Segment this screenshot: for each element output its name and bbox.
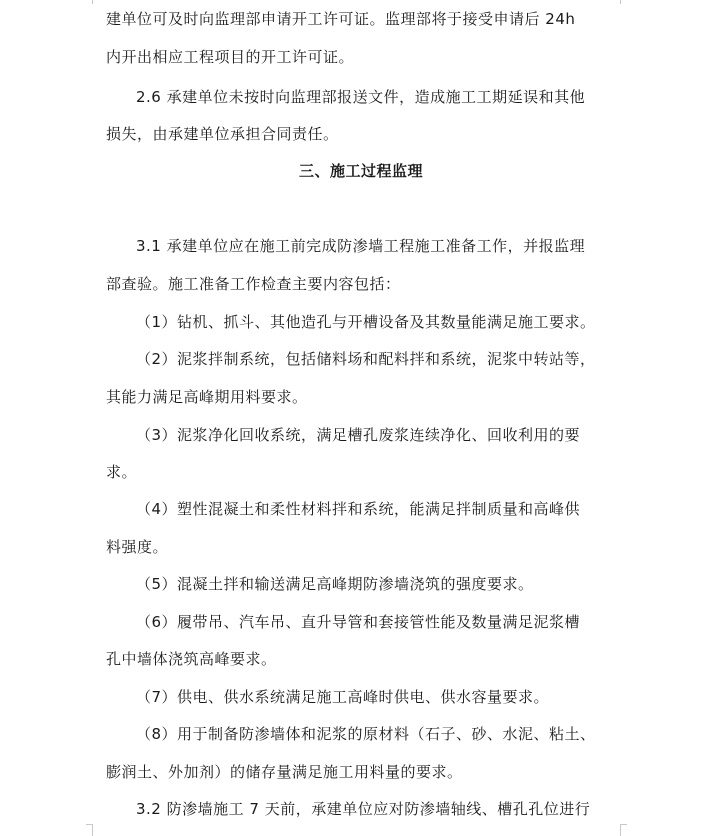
paragraph-line: 部查验。施工准备工作检查主要内容包括：	[106, 275, 401, 293]
paragraph-line: 其能力满足高峰期用料要求。	[106, 388, 308, 406]
paragraph-line: 膨润土、外加剂）的储存量满足施工用料量的要求。	[106, 763, 463, 781]
paragraph-line: 3.1 承建单位应在施工前完成防渗墙工程施工准备工作，并报监理	[136, 237, 586, 255]
page-corner-mark	[86, 0, 93, 4]
list-item: （4）塑性混凝土和柔性材料拌和系统，能满足拌制质量和高峰供	[136, 500, 581, 518]
list-item: （3）泥浆净化回收系统，满足槽孔废浆连续净化、回收利用的要	[136, 426, 581, 444]
paragraph-line: 孔中墙体浇筑高峰要求。	[106, 650, 277, 668]
paragraph-line: 损失，由承建单位承担合同责任。	[106, 125, 339, 143]
page-corner-mark	[620, 824, 627, 836]
paragraph-line: 2.6 承建单位未按时向监理部报送文件，造成施工工期延误和其他	[136, 88, 586, 106]
list-item: （1）钻机、抓斗、其他造孔与开槽设备及其数量能满足施工要求。	[136, 313, 596, 331]
list-item: （5）混凝土拌和输送满足高峰期防渗墙浇筑的强度要求。	[136, 575, 534, 593]
list-item: （2）泥浆拌制系统，包括储料场和配料拌和系统，泥浆中转站等，	[136, 350, 596, 368]
paragraph-line: 求。	[106, 463, 138, 481]
paragraph-line: 料强度。	[106, 538, 169, 556]
paragraph-line: 建单位可及时向监理部申请开工许可证。监理部将于接受申请后 24h	[106, 10, 576, 28]
page-corner-mark	[620, 0, 627, 4]
paragraph-line: 3.2 防渗墙施工 7 天前，承建单位应对防渗墙轴线、槽孔孔位进行	[136, 800, 591, 818]
list-item: （6）履带吊、汽车吊、直升导管和套接管性能及数量满足泥浆槽	[136, 613, 581, 631]
paragraph-line: 内开出相应工程项目的开工许可证。	[106, 48, 355, 66]
page-corner-mark	[86, 824, 93, 836]
list-item: （8）用于制备防渗墙体和泥浆的原材料（石子、砂、水泥、粘土、	[136, 725, 596, 743]
section-heading: 三、施工过程监理	[298, 162, 423, 180]
list-item: （7）供电、供水系统满足施工高峰时供电、供水容量要求。	[136, 688, 550, 706]
